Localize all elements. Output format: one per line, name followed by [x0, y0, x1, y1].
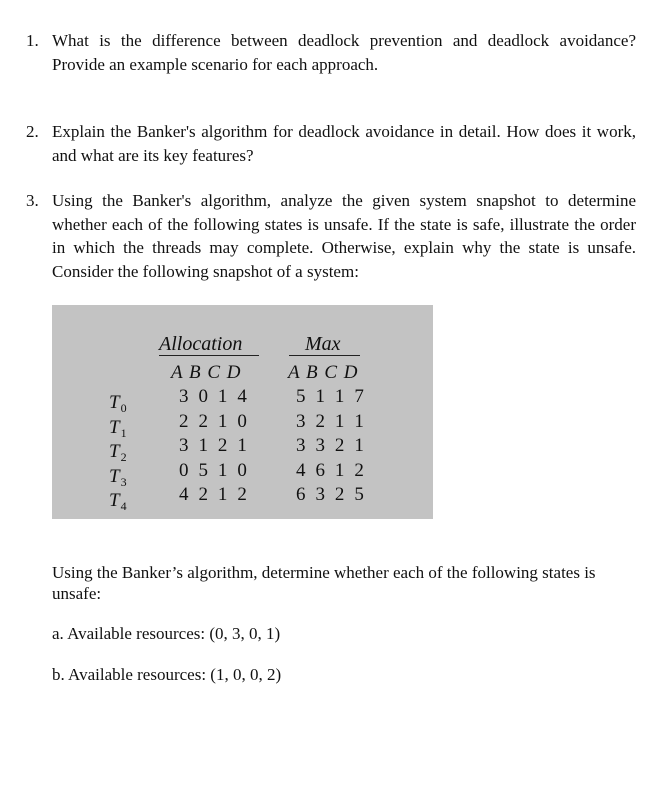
max-resource-letters: A B C D [288, 362, 359, 383]
question-1 [26, 29, 636, 76]
allocation-row: 0 5 1 0 [179, 459, 250, 481]
allocation-row: 3 0 1 4 [179, 386, 250, 407]
system-snapshot-table [52, 305, 433, 519]
allocation-header: Allocation [159, 333, 243, 355]
question-number: 1. [26, 31, 39, 50]
thread-label: $T_2$ [109, 441, 127, 464]
thread-label: $T_4$ [109, 490, 127, 513]
question-number: 2. [26, 122, 39, 141]
max-row: 5 1 1 7 [296, 386, 367, 407]
allocation-row: 3 1 2 1 [179, 435, 250, 456]
question-number: 3. [26, 191, 39, 210]
allocation-header-underline [159, 355, 259, 356]
question-text: Explain the Banker's algorithm for deadlock avoidance in detail. How does it work, and what are its key features? [52, 122, 636, 165]
max-row: 6 3 2 5 [296, 484, 367, 505]
question-text: Using the Banker's algorithm, analyze the given system snapshot to determine whether each of the following states is unsafe. If the state is safe, illustrate the order in which the threads may complete. Otherwise, explain why the state is unsafe. Consider the following snapshot of a system: [52, 191, 636, 281]
max-header-underline [289, 355, 360, 356]
max-header: Max [305, 333, 341, 355]
allocation-row: 4 2 1 2 [179, 484, 250, 505]
thread-label: $T_0$ [109, 392, 127, 415]
max-row: 4 6 1 2 [296, 459, 367, 481]
question-text: What is the difference between deadlock prevention and deadlock avoidance? Provide an example scenario for each approach. [52, 31, 636, 74]
option-b: b. Available resources: (1, 0, 0, 2) [52, 665, 282, 684]
allocation-values [179, 385, 249, 508]
question-3 [26, 189, 636, 283]
thread-labels [109, 391, 127, 514]
max-row: 3 2 1 1 [296, 410, 367, 432]
thread-label: $T_1$ [109, 416, 127, 440]
allocation-resource-letters: A B C D [171, 362, 242, 383]
allocation-row: 2 2 1 0 [179, 410, 250, 432]
followup-intro: Using the Banker’s algorithm, determine whether each of the following states is unsafe: [52, 563, 596, 603]
option-a: a. Available resources: (0, 3, 0, 1) [52, 624, 281, 643]
max-values [296, 385, 366, 508]
max-row: 3 3 2 1 [296, 435, 367, 456]
question-2 [26, 120, 636, 167]
thread-label: $T_3$ [109, 465, 127, 489]
